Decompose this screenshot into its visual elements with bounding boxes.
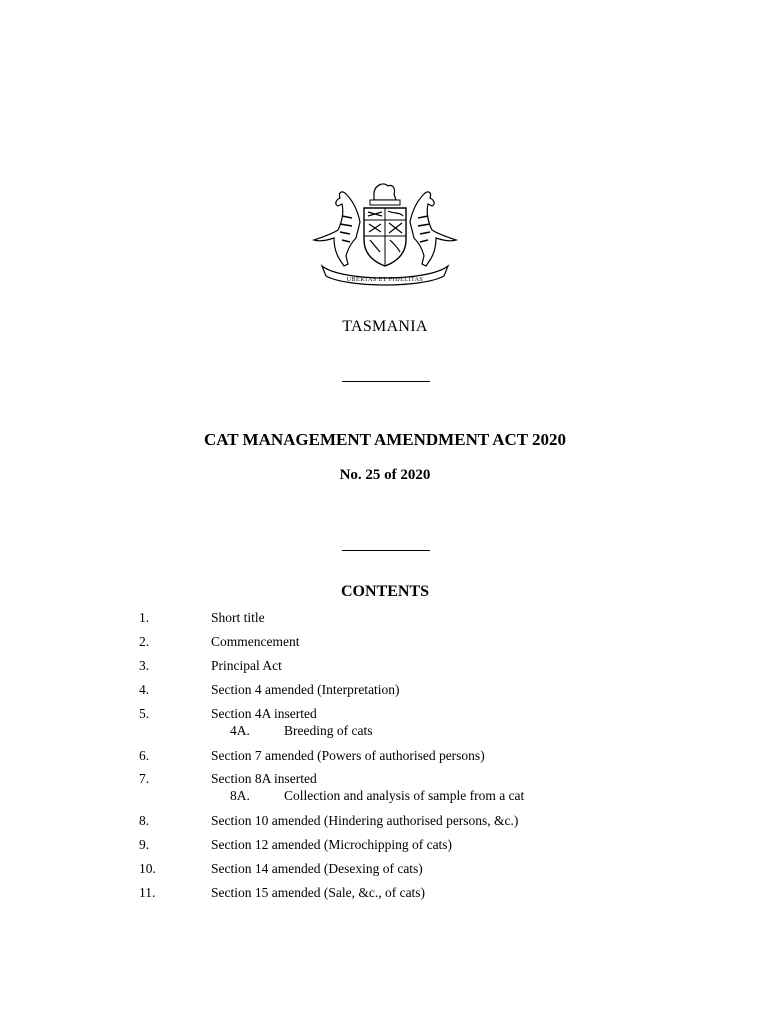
toc-item-number: 8. <box>139 813 150 828</box>
toc-item-title: Short title <box>211 610 265 625</box>
toc-item-number: 7. <box>139 771 150 786</box>
toc-item-title: Section 4A inserted <box>211 706 317 721</box>
act-number: No. 25 of 2020 <box>339 467 431 483</box>
toc-item-number: 9. <box>139 837 150 852</box>
toc-item-number: 3. <box>139 658 150 673</box>
toc-item-title: Section 12 amended (Microchipping of cats) <box>211 837 453 852</box>
toc-subitem[interactable] <box>230 788 524 804</box>
toc-item-title: Section 10 amended (Hindering authorised persons, &c.) <box>211 813 519 828</box>
motto-text: UBERTAS ET FIDELITAS <box>346 277 424 283</box>
toc-subitem-title: Collection and analysis of sample from a cat <box>284 788 525 803</box>
toc-item-number: 1. <box>139 610 150 625</box>
toc-item-number: 2. <box>139 634 150 649</box>
toc-item-title: Section 4 amended (Interpretation) <box>211 682 400 697</box>
contents-heading: CONTENTS <box>340 583 430 600</box>
toc-item-number: 5. <box>139 706 150 721</box>
jurisdiction-heading: TASMANIA <box>342 318 428 335</box>
toc-item-number: 11. <box>139 885 156 900</box>
toc-item-title: Section 15 amended (Sale, &c., of cats) <box>211 885 426 900</box>
divider <box>342 550 430 551</box>
toc-item-title: Principal Act <box>211 658 282 673</box>
toc-item-title: Commencement <box>211 634 300 649</box>
toc-item-title: Section 7 amended (Powers of authorised persons) <box>211 748 485 763</box>
toc-subitem-number: 8A. <box>230 788 250 803</box>
coat-of-arms-icon <box>312 182 458 290</box>
toc-item-number: 4. <box>139 682 150 697</box>
toc-item-number: 6. <box>139 748 150 763</box>
toc-item-number: 10. <box>139 861 156 876</box>
toc-subitem[interactable] <box>230 723 372 739</box>
toc-subitem-title: Breeding of cats <box>284 723 373 738</box>
toc-subitem-number: 4A. <box>230 723 250 738</box>
toc-item-title: Section 8A inserted <box>211 771 317 786</box>
act-title: CAT MANAGEMENT AMENDMENT ACT 2020 <box>203 430 567 449</box>
divider <box>342 381 430 382</box>
toc-item-title: Section 14 amended (Desexing of cats) <box>211 861 423 876</box>
